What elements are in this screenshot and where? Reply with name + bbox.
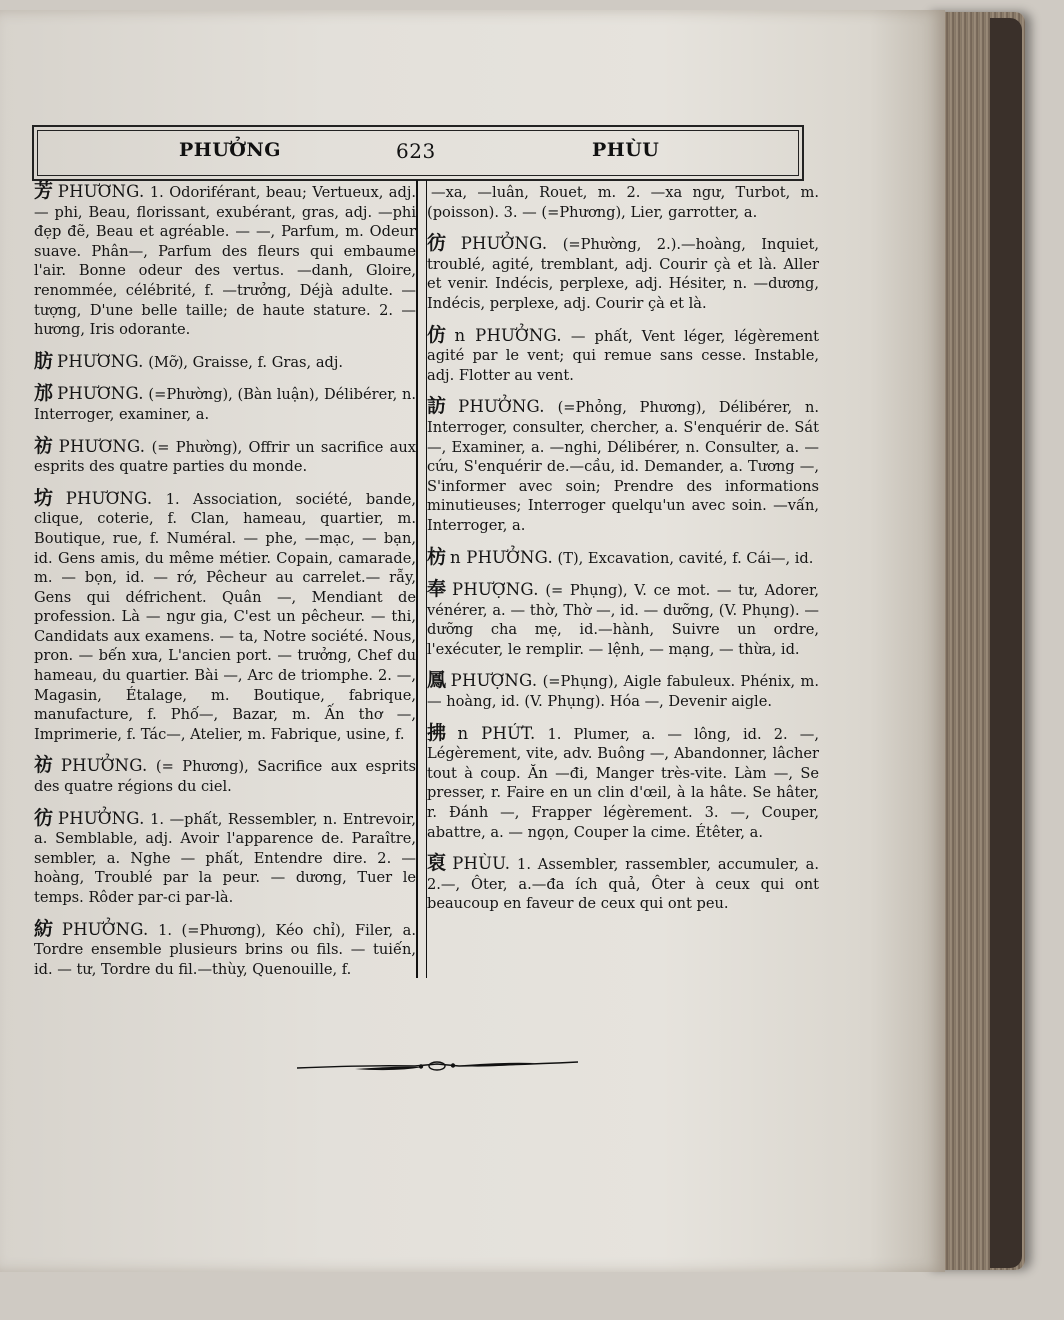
definition: (= Phương), Sacrifice aux esprits des quatre régions du ciel. bbox=[34, 758, 416, 796]
dictionary-entry bbox=[34, 486, 416, 745]
headword: PHƯỞNG. bbox=[60, 756, 148, 776]
character-glyph: 仿 bbox=[427, 323, 451, 346]
header-right-word: PHÙU bbox=[592, 139, 660, 161]
running-header bbox=[32, 125, 804, 181]
end-ornament bbox=[295, 1052, 580, 1082]
definition: — phất, Vent léger, légèrement agité par le vent; qui remue sans cesse. Instable, adj. Flotter au vent. bbox=[427, 327, 819, 384]
dictionary-entry bbox=[427, 721, 819, 843]
dictionary-entry bbox=[34, 349, 416, 373]
character-glyph: 奉 bbox=[427, 578, 449, 601]
headword: n PHƯỞNG. bbox=[454, 325, 562, 345]
definition: (T), Excavation, cavité, f. Cái—, id. bbox=[557, 549, 814, 567]
definition: 1. —phất, Ressembler, n. Entrevoir, a. Semblable, adj. Avoir l'apparence de. Paraître, sembler, a. Nghe — phất, Entendre dire. 2. — hoàng, Troublé par la peur. — dương, Tuer le temps. Rôder par-ci par-là. bbox=[34, 810, 417, 906]
character-glyph: 祊 bbox=[34, 754, 57, 777]
definition: 1. (=Phương), Kéo chỉ), Filer, a. Tordre ensemble plusieurs brins ou fils. — tuiến, id. — tư, Tordre du fil.—thùy, Quenouille, f. bbox=[34, 921, 416, 978]
headword: n PHƯỞNG. bbox=[450, 547, 553, 567]
dictionary-entry bbox=[34, 756, 416, 796]
dictionary-page bbox=[0, 10, 945, 1272]
headword: PHƯỞNG. bbox=[460, 234, 548, 254]
dictionary-entry bbox=[34, 434, 417, 477]
column-divider bbox=[416, 180, 427, 978]
headword: PHƯƠNG. bbox=[57, 351, 144, 371]
headword: PHƯỞNG. bbox=[458, 397, 545, 417]
page-number: 623 bbox=[396, 139, 436, 163]
character-glyph: 紡 bbox=[34, 917, 58, 940]
character-glyph: 裒 bbox=[427, 852, 449, 875]
dictionary-entry bbox=[427, 234, 819, 313]
headword: PHƯƠNG. bbox=[58, 436, 146, 456]
headword: PHƯỢNG. bbox=[450, 671, 538, 691]
dictionary-entry bbox=[427, 397, 819, 535]
character-glyph: 彷 bbox=[34, 806, 54, 829]
dictionary-entry bbox=[34, 806, 417, 908]
dictionary-entry bbox=[34, 917, 416, 980]
headword: PHƯƠNG. bbox=[65, 488, 153, 508]
headword: PHƯỞNG. bbox=[57, 808, 145, 828]
dictionary-entry bbox=[34, 182, 416, 340]
dictionary-entry bbox=[427, 671, 819, 711]
headword: PHƯỢNG. bbox=[452, 580, 539, 600]
character-glyph: 芳 bbox=[34, 180, 54, 202]
definition: —xa, —luân, Rouet, m. 2. —xa ngư, Turbot, m. (poisson). 3. — (=Phương), Lier, garrotter, a. bbox=[427, 184, 819, 221]
definition: (=Phường, 2.).—hoàng, Inquiet, troublé, agité, tremblant, adj. Courir çà et là. Aller et venir. Indécis, perplexe, adj. Hésiter, n. —dương, Indécis, perplexe, adj. Courir çà et là. bbox=[427, 236, 819, 312]
book-cover bbox=[990, 18, 1022, 1268]
dictionary-entry bbox=[34, 384, 416, 424]
dictionary-entry bbox=[427, 182, 819, 222]
dictionary-entry bbox=[427, 545, 819, 569]
character-glyph: 邡 bbox=[34, 382, 54, 405]
definition: (=Phụng), Aigle fabuleux. Phénix, m. — hoàng, id. (V. Phụng). Hóa —, Devenir aigle. bbox=[427, 673, 819, 711]
definition: (= Phường), Offrir un sacrifice aux esprits des quatre parties du monde. bbox=[34, 438, 417, 476]
character-glyph: 枋 bbox=[427, 545, 447, 568]
character-glyph: 肪 bbox=[34, 349, 54, 372]
definition: (=Phường), (Bàn luận), Délibérer, n. Interroger, examiner, a. bbox=[34, 386, 416, 423]
definition: 1. Association, société, bande, clique, coterie, f. Clan, hameau, quartier, m. Boutique, rue, f. Numéral. — phe, —mạc, — bạn, id. Gens amis, du même métier. Copain, camarade, m. — bọn, id. — rớ, Pêcheur au carrelet.— rẫy, Gens qui défrichent. Quân —, Mendiant de profession. Là — ngư gia, C'est un pêcheur. — thi, Candidats aux examens. — ta, Notre société. Nous, pron. — bến xưa, L'ancien port. — trưởng, Chef du hameau, du quartier. Bài —, Arc de triomphe. 2. —, Magasin, Étalage, m. Boutique, fabrique, manufacture, f. Phố—, Bazar, m. Ấn thơ —, Imprimerie, f. Tác—, Atelier, m. Fabrique, usine, f. bbox=[34, 490, 416, 743]
right-column bbox=[427, 182, 819, 926]
character-glyph: 拂 bbox=[427, 721, 454, 744]
dictionary-entry bbox=[427, 323, 819, 386]
left-column bbox=[34, 182, 416, 991]
definition: 1. Odoriférant, beau; Vertueux, adj. — phi, Beau, florissant, exubérant, gras, adj. —phi đẹp đẽ, Beau et agréable. — —, Parfum, m. Odeur suave. Phân—, Parfum des fleurs qui embaume l'air. Bonne odeur des vertus. —danh, Gloire, renommée, célébrité, f. —trưởng, Déjà adulte. — tượng, D'une belle taille; de haute stature. 2. — hương, Iris odorante. bbox=[34, 184, 417, 339]
character-glyph: 鳳 bbox=[427, 669, 447, 692]
definition: (Mỡ), Graisse, f. Gras, adj. bbox=[148, 353, 344, 371]
dictionary-entry bbox=[427, 580, 819, 659]
headword: PHƯƠNG. bbox=[57, 384, 144, 404]
character-glyph: 坊 bbox=[34, 486, 62, 509]
character-glyph: 彷 bbox=[427, 232, 457, 255]
headword: PHƯƠNG. bbox=[57, 182, 145, 201]
definition: 1. Assembler, rassembler, accumuler, a. 2.—, Ôter, a.—đa ích quả, Ôter à ceux qui ont beaucoup en faveur de ceux qui ont peu. bbox=[427, 856, 819, 913]
character-glyph: 訪 bbox=[427, 395, 455, 418]
headword: PHÙU. bbox=[452, 854, 511, 874]
definition: (=Phỏng, Phương), Délibérer, n. Interroger, consulter, chercher, a. S'enquérir de. Sát —, Examiner, a. —nghi, Délibérer, n. Consulter, a. —cứu, S'enquérir de.—cầu, id. Demander, a. Tương —, S'informer avec soin; Prendre des informations minutieuses; Interroger quelqu'un avec soin. —vấn, Interroger, a. bbox=[427, 399, 820, 534]
definition: (= Phụng), V. ce mot. — tư, Adorer, vénérer, a. — thờ, Thờ —, id. — dưỡng, (V. Phụng). — dưỡng cha mẹ, id.—hành, Suivre un ordre, l'exécuter, le remplir. — lệnh, — mạng, — thừa, id. bbox=[427, 582, 820, 658]
headword: n PHỨT. bbox=[457, 723, 536, 743]
definition: 1. Plumer, a. — lông, id. 2. —, Légèrement, vite, adv. Buông —, Abandonner, lâcher tout à coup. Ăn —đi, Manger très-vite. Làm —, Se presser, r. Faire en un clin d'œil, à la hâte. Se hâter, r. Đánh —, Frapper légèrement. 3. —, Couper, abattre, a. — ngọn, Couper la cime. Étêter, a. bbox=[427, 725, 819, 841]
header-left-word: PHƯỞNG bbox=[179, 139, 281, 161]
dictionary-entry bbox=[427, 854, 819, 914]
headword: PHƯỞNG. bbox=[61, 919, 149, 939]
character-glyph: 祊 bbox=[34, 434, 55, 457]
